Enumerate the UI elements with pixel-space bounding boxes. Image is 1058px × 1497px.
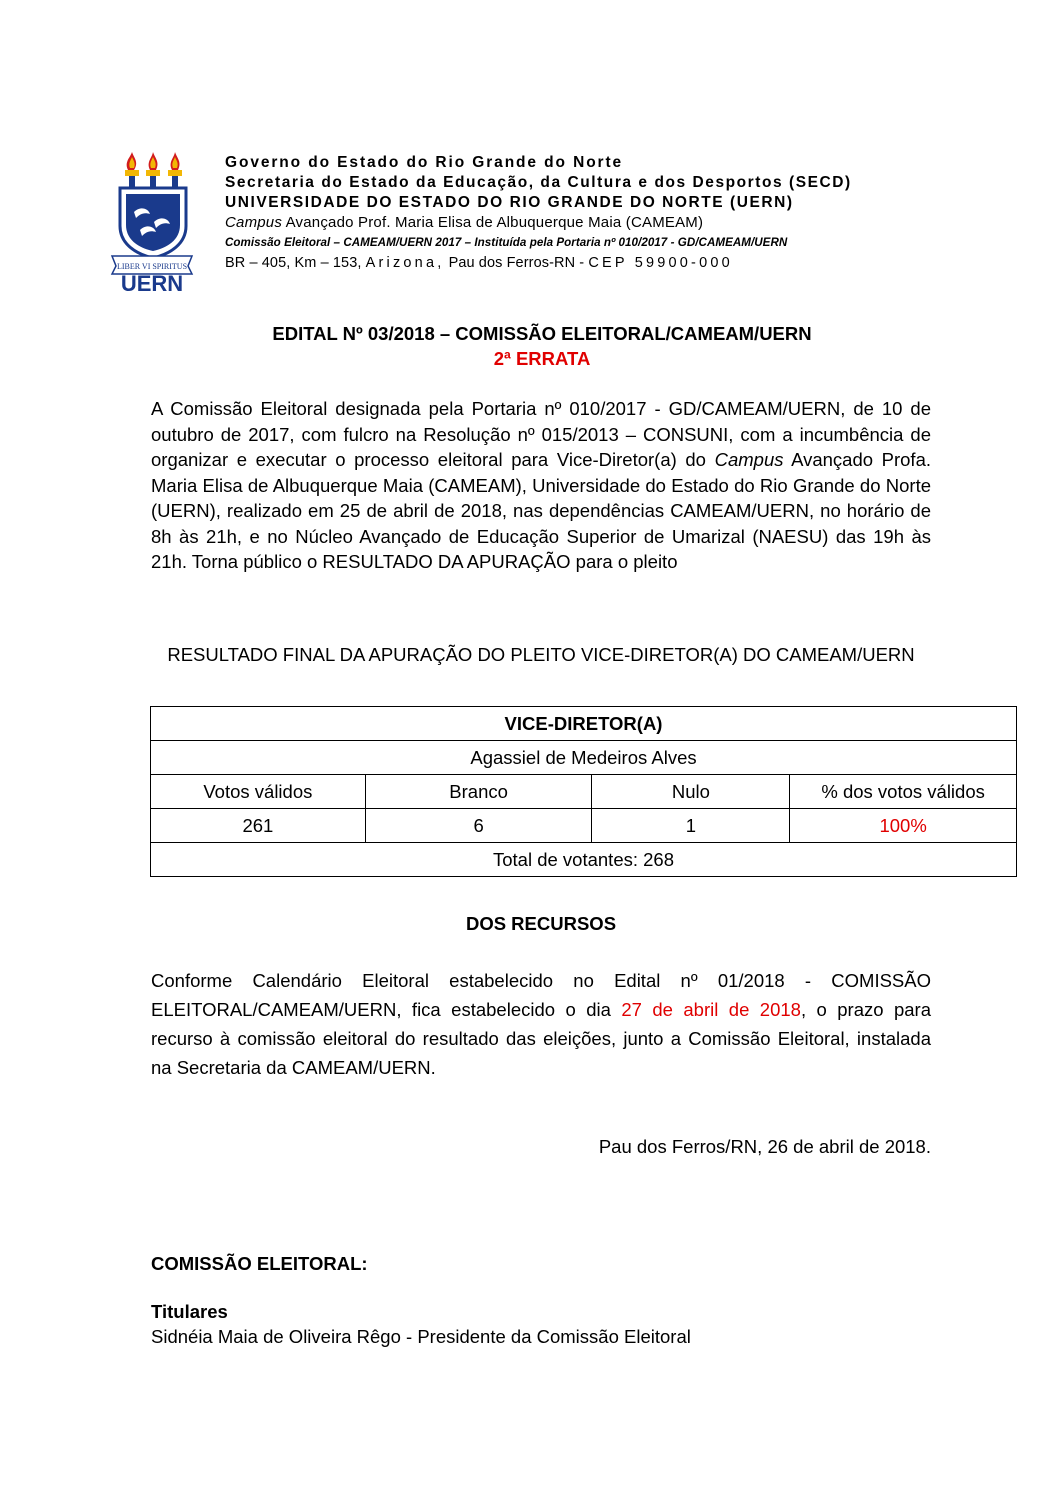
table-cell: 100% [790, 809, 1017, 843]
table-cell: 1 [592, 809, 790, 843]
header-line-campus: Campus Avançado Prof. Maria Elisa de Albuquerque Maia (CAMEAM) [225, 214, 704, 231]
table-row [151, 775, 1017, 809]
header-line-university: UNIVERSIDADE DO ESTADO DO RIO GRANDE DO NORTE (UERN) [225, 194, 794, 211]
shield-icon [120, 188, 186, 258]
header-line-government: Governo do Estado do Rio Grande do Norte [225, 154, 624, 171]
edital-title: EDITAL Nº 03/2018 – COMISSÃO ELEITORAL/CAMEAM/UERN [272, 323, 812, 344]
table-cell: 6 [365, 809, 592, 843]
column-header: Votos válidos [151, 775, 366, 809]
acronym-text: UERN [120, 271, 184, 292]
result-table [150, 706, 1017, 877]
place-date: Pau dos Ferros/RN, 26 de abril de 2018. [598, 1136, 931, 1157]
result-title: RESULTADO FINAL DA APURAÇÃO DO PLEITO VICE-DIRETOR(A) DO CAMEAM/UERN [167, 644, 915, 665]
header-line-address: BR – 405, Km – 153, Arizona, Pau dos Ferros-RN - CEP 59900-000 [225, 255, 733, 271]
table-row [151, 741, 1017, 775]
table-heading: VICE-DIRETOR(A) [151, 707, 1017, 741]
table-row [151, 707, 1017, 741]
torches-icon [125, 152, 182, 188]
uern-logo [106, 152, 198, 292]
intro-paragraph: A Comissão Eleitoral designada pela Portaria nº 010/2017 - GD/CAMEAM/UERN, de 10 de outubro de 2017, com fulcro na Resolução nº 015/2013 – CONSUNI, com a incumbência de organizar e executar o processo eleitoral para Vice-Diretor(a) do Campus Avançado Profa. Maria Elisa de Albuquerque Maia (CAMEAM), Universidade do Estado do Rio Grande do Norte (UERN), realizado em 25 de abril de 2018, nas dependências CAMEAM/UERN, no horário de 8h às 21h, e no Núcleo Avançado de Educação Superior de Umarizal (NAESU) das 19h às 21h. Torna público o RESULTADO DA APURAÇÃO para o pleito [151, 398, 931, 572]
column-header: Nulo [592, 775, 790, 809]
candidate-name: Agassiel de Medeiros Alves [151, 741, 1017, 775]
titulares-label: Titulares [151, 1301, 228, 1322]
header-line-secretariat: Secretaria do Estado da Educação, da Cultura e dos Desportos (SECD) [225, 174, 852, 191]
institution-header [225, 153, 1005, 274]
errata-subtitle: 2ª ERRATA [493, 348, 591, 369]
column-header: Branco [365, 775, 592, 809]
commission-member: Sidnéia Maia de Oliveira Rêgo - Presidente da Comissão Eleitoral [151, 1326, 691, 1347]
recursos-paragraph: Conforme Calendário Eleitoral estabelecido no Edital nº 01/2018 - COMISSÃO ELEITORAL/CAMEAM/UERN, fica estabelecido o dia 27 de abril de 2018, o prazo para recurso à comissão eleitoral do resultado das eleições, junto a Comissão Eleitoral, instalada na Secretaria da CAMEAM/UERN. [151, 970, 932, 1078]
column-header: % dos votos válidos [790, 775, 1017, 809]
table-row [151, 843, 1017, 877]
header-line-commission: Comissão Eleitoral – CAMEAM/UERN 2017 – Instituída pela Portaria nº 010/2017 - GD/CAMEAM/UERN [225, 236, 788, 249]
motto-text: LIBER VI SPIRITUS [116, 262, 188, 271]
section-title: DOS RECURSOS [465, 913, 617, 934]
total-voters: Total de votantes: 268 [151, 843, 1017, 877]
table-cell: 261 [151, 809, 366, 843]
table-row [151, 809, 1017, 843]
commission-label: COMISSÃO ELEITORAL: [151, 1253, 368, 1274]
